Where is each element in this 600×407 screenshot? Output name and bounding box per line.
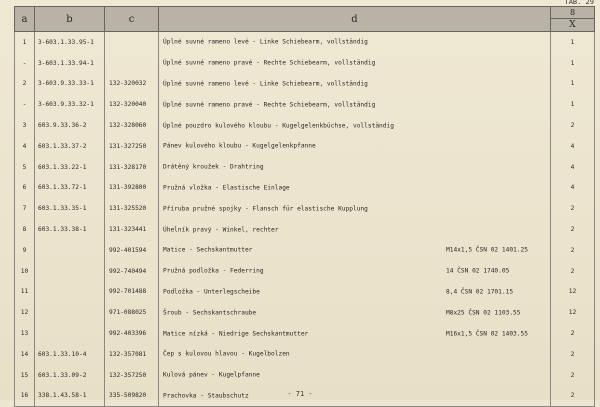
- cell-position: 8: [15, 219, 35, 240]
- cell-description: [159, 32, 551, 53]
- cell-drawing-number: 603.1.33.09-2: [35, 365, 105, 386]
- cell-quantity: 2: [551, 344, 595, 365]
- cell-quantity: 2: [551, 365, 595, 386]
- cell-description: [159, 157, 551, 178]
- table-row: [15, 178, 595, 199]
- parts-table: [14, 6, 595, 407]
- table-row: [15, 157, 595, 178]
- cell-drawing-number: [35, 240, 105, 261]
- cell-description: [159, 365, 551, 386]
- table-row: [15, 219, 595, 240]
- cell-catalog-number: 992-401594: [105, 240, 159, 261]
- table-row: [15, 94, 595, 115]
- part-name: Matice nízká - Niedrige Sechskantmutter: [163, 330, 309, 338]
- cell-position: 14: [15, 344, 35, 365]
- part-name: Úplné suvné rameno levé - Linke Schiebearm, vollständig: [163, 80, 368, 88]
- cell-position: 3: [15, 115, 35, 136]
- cell-catalog-number: 131-327250: [105, 136, 159, 157]
- part-name: Úplné pouzdro kulového kloubu - Kugelgelenkbüchse, vollständig: [163, 122, 394, 130]
- part-standard: 14 ČSN 02 1740.05: [446, 267, 510, 275]
- part-name: Podložka - Unterlegscheibe: [163, 288, 260, 296]
- cell-catalog-number: 992-403396: [105, 323, 159, 344]
- cell-description: [159, 240, 551, 261]
- cell-description: [159, 53, 551, 74]
- cell-position: 12: [15, 302, 35, 323]
- part-standard: M8x25 ČSN 02 1103.55: [446, 309, 521, 317]
- cell-drawing-number: 3-603.9.33.33-1: [35, 74, 105, 95]
- cell-catalog-number: [105, 53, 159, 74]
- cell-description: [159, 302, 551, 323]
- table-row: [15, 302, 595, 323]
- header-col-x-label: X: [569, 20, 576, 30]
- cell-position: 9: [15, 240, 35, 261]
- part-name: Čep s kulovou hlavou - Kugelbolzen: [163, 350, 290, 358]
- table-header-row: [15, 7, 595, 32]
- table-row: [15, 365, 595, 386]
- cell-description: [159, 261, 551, 282]
- cell-catalog-number: 132-320040: [105, 94, 159, 115]
- cell-catalog-number: 132-357081: [105, 344, 159, 365]
- table-row: [15, 115, 595, 136]
- cell-quantity: 4: [551, 157, 595, 178]
- cell-catalog-number: 131-323441: [105, 219, 159, 240]
- cell-position: 11: [15, 282, 35, 303]
- cell-quantity: 4: [551, 136, 595, 157]
- header-col-d: d: [159, 7, 551, 32]
- part-name: Kulová pánev - Kugelpfanne: [163, 371, 260, 379]
- table-row: [15, 282, 595, 303]
- page-number: - 71 -: [287, 390, 313, 398]
- cell-position: 4: [15, 136, 35, 157]
- cell-position: 16: [15, 386, 35, 407]
- cell-drawing-number: 603.1.33.22-1: [35, 157, 105, 178]
- cell-drawing-number: 603.1.33.37-2: [35, 136, 105, 157]
- cell-drawing-number: [35, 302, 105, 323]
- cell-drawing-number: 3-603.1.33.94-1: [35, 53, 105, 74]
- table-number-label: TAB. 29: [564, 0, 594, 6]
- table-row: [15, 261, 595, 282]
- part-name: Matice - Sechskantmutter: [163, 246, 253, 254]
- cell-quantity: 2: [551, 323, 595, 344]
- cell-position: 6: [15, 178, 35, 199]
- cell-description: [159, 136, 551, 157]
- cell-catalog-number: 131-325520: [105, 198, 159, 219]
- cell-description: [159, 178, 551, 199]
- part-name: Drátěný kroužek - Drahtring: [163, 163, 264, 171]
- part-name: Úplné suvné rameno pravé - Rechte Schiebearm, vollständig: [163, 59, 376, 67]
- cell-position: 15: [15, 365, 35, 386]
- cell-position: 13: [15, 323, 35, 344]
- cell-quantity: 4: [551, 178, 595, 199]
- cell-catalog-number: 131-392800: [105, 178, 159, 199]
- cell-quantity: 1: [551, 53, 595, 74]
- header-col-c: c: [105, 7, 159, 32]
- cell-drawing-number: 338.1.43.58-1: [35, 386, 105, 407]
- cell-quantity: 2: [551, 219, 595, 240]
- part-name: Příruba pružné spojky - Flansch für elastische Kupplung: [163, 205, 368, 213]
- table-row: [15, 53, 595, 74]
- part-name: Pružná podložka - Federring: [163, 267, 264, 275]
- header-col-x: [551, 7, 595, 32]
- cell-catalog-number: 335-509820: [105, 386, 159, 407]
- cell-description: [159, 219, 551, 240]
- part-standard: 8,4 ČSN 02 1701.15: [446, 288, 514, 296]
- cell-catalog-number: 132-320032: [105, 74, 159, 95]
- cell-quantity: 2: [551, 198, 595, 219]
- cell-drawing-number: 3-603.1.33.95-1: [35, 32, 105, 53]
- part-name: Šroub - Sechskantschraube: [163, 309, 257, 317]
- part-name: Pružná vložka - Elastische Einlage: [163, 184, 290, 192]
- cell-position: 2: [15, 74, 35, 95]
- cell-drawing-number: 603.1.33.35-1: [35, 198, 105, 219]
- part-name: Prachovka - Staubschutz: [163, 392, 249, 400]
- cell-quantity: 1: [551, 32, 595, 53]
- cell-drawing-number: 603.9.33.36-2: [35, 115, 105, 136]
- cell-description: [159, 74, 551, 95]
- table-row: [15, 240, 595, 261]
- table-row: [15, 74, 595, 95]
- cell-quantity: 12: [551, 302, 595, 323]
- cell-drawing-number: 603.1.33.72-1: [35, 178, 105, 199]
- cell-drawing-number: 603.1.33.10-4: [35, 344, 105, 365]
- part-name: Úplné suvné rameno pravé - Rechte Schiebearm, vollständig: [163, 101, 376, 109]
- table-row: [15, 344, 595, 365]
- cell-catalog-number: 971-088025: [105, 302, 159, 323]
- cell-quantity: 1: [551, 94, 595, 115]
- cell-position: 7: [15, 198, 35, 219]
- part-standard: M14x1,5 ČSN 02 1401.25: [446, 246, 528, 254]
- cell-quantity: 12: [551, 282, 595, 303]
- header-col-b: b: [35, 7, 105, 32]
- part-standard: M16x1,5 ČSN 02 1403.55: [446, 330, 528, 338]
- cell-description: [159, 323, 551, 344]
- cell-catalog-number: 132-328060: [105, 115, 159, 136]
- cell-quantity: 1: [551, 74, 595, 95]
- table-row: [15, 198, 595, 219]
- cell-description: [159, 282, 551, 303]
- cell-catalog-number: 992-740494: [105, 261, 159, 282]
- cell-description: [159, 115, 551, 136]
- cell-quantity: 2: [551, 115, 595, 136]
- cell-catalog-number: 131-328170: [105, 157, 159, 178]
- header-col-x-top: 8: [551, 7, 594, 19]
- part-name: Úplné suvné rameno levé - Linke Schiebearm, vollständig: [163, 38, 368, 46]
- table-row: [15, 323, 595, 344]
- cell-drawing-number: [35, 261, 105, 282]
- cell-drawing-number: 3-603.9.33.32-1: [35, 94, 105, 115]
- cell-catalog-number: 132-357250: [105, 365, 159, 386]
- cell-quantity: 2: [551, 240, 595, 261]
- part-name: Úhelník pravý - Winkel, rechter: [163, 226, 279, 234]
- table-row: [15, 32, 595, 53]
- cell-description: [159, 198, 551, 219]
- cell-position: -: [15, 94, 35, 115]
- cell-position: -: [15, 53, 35, 74]
- table-row: [15, 136, 595, 157]
- cell-description: [159, 344, 551, 365]
- cell-drawing-number: 603.1.33.38-1: [35, 219, 105, 240]
- cell-quantity: 2: [551, 386, 595, 407]
- part-name: Pánev kulového kloubu - Kugelgelenkpfanne: [163, 142, 316, 150]
- cell-position: 1: [15, 32, 35, 53]
- header-col-a: a: [15, 7, 35, 32]
- cell-description: [159, 94, 551, 115]
- cell-quantity: 2: [551, 261, 595, 282]
- cell-drawing-number: [35, 282, 105, 303]
- cell-position: 10: [15, 261, 35, 282]
- cell-catalog-number: [105, 32, 159, 53]
- cell-position: 5: [15, 157, 35, 178]
- cell-catalog-number: 992-701488: [105, 282, 159, 303]
- cell-drawing-number: [35, 323, 105, 344]
